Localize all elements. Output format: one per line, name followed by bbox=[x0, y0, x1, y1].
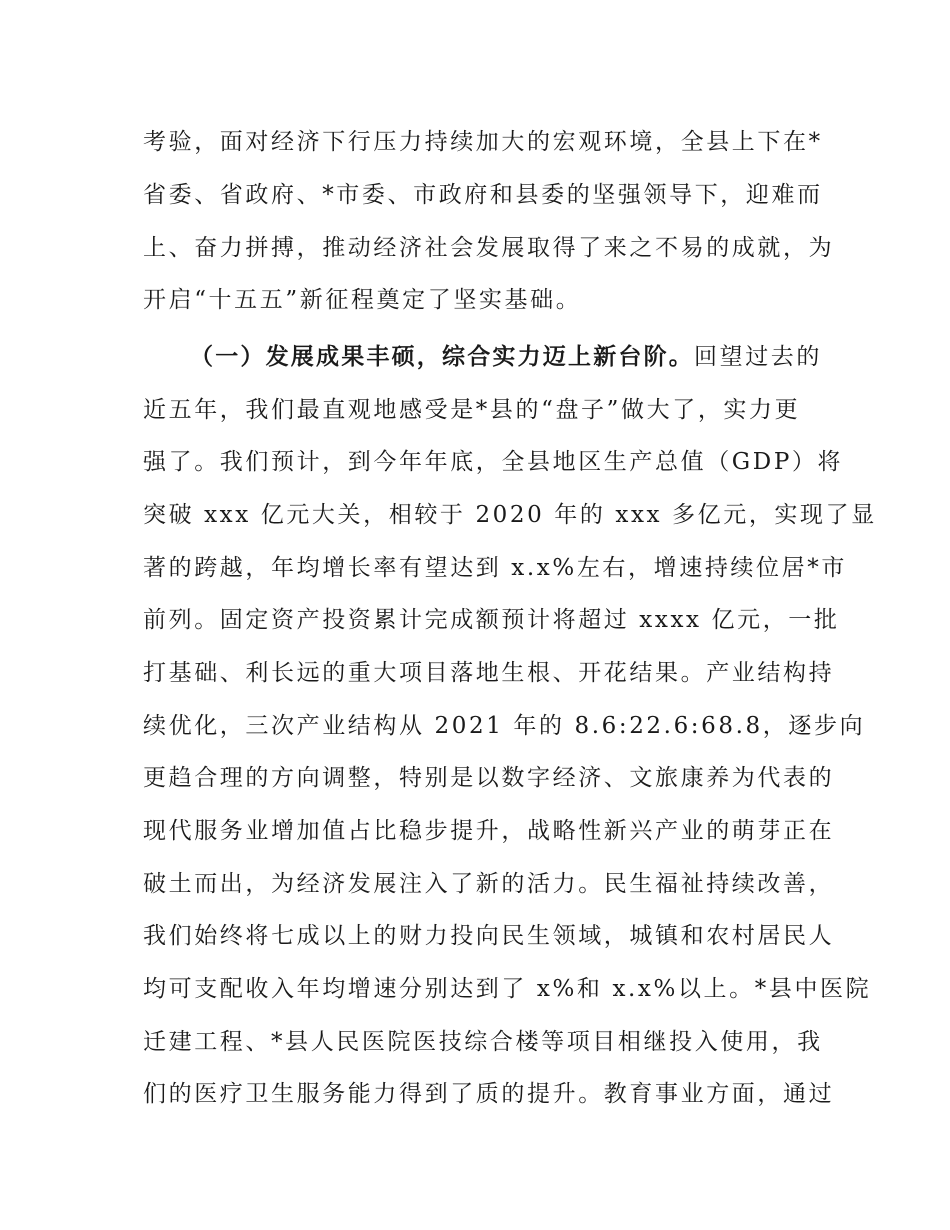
paragraph-1-line-3: 上、奋力拼搏，推动经济社会发展取得了来之不易的成就，为 bbox=[143, 235, 835, 261]
paragraph-2-line-8: 续优化，三次产业结构从 2021 年的 8.6:22.6:68.8，逐步向 bbox=[143, 713, 866, 739]
paragraph-1-line-2: 省委、省政府、*市委、市政府和县委的坚强领导下，迎难而 bbox=[143, 182, 823, 208]
paragraph-2-line-6: 前列。固定资产投资累计完成额预计将超过 xxxx 亿元，一批 bbox=[143, 607, 840, 633]
paragraph-2-line-9: 更趋合理的方向调整，特别是以数字经济、文旅康养为代表的 bbox=[143, 765, 835, 791]
paragraph-2-line-14: 迁建工程、*县人民医院医技综合楼等项目相继投入使用，我 bbox=[143, 1029, 823, 1055]
paragraph-1-line-4: 开启“十五五”新征程奠定了坚实基础。 bbox=[143, 287, 582, 313]
paragraph-2-line-12: 我们始终将七成以上的财力投向民生领域，城镇和农村居民人 bbox=[143, 923, 835, 949]
paragraph-2-line-10: 现代服务业增加值占比稳步提升，战略性新兴产业的萌芽正在 bbox=[143, 818, 835, 844]
paragraph-2-line-13: 均可支配收入年均增速分别达到了 x%和 x.x%以上。*县中医院 bbox=[143, 976, 872, 1002]
paragraph-1-line-1: 考验，面对经济下行压力持续加大的宏观环境，全县上下在* bbox=[143, 129, 823, 155]
paragraph-2-line-3: 强了。我们预计，到今年年底，全县地区生产总值（GDP）将 bbox=[143, 449, 844, 475]
paragraph-2-line-11: 破土而出，为经济发展注入了新的活力。民生福祉持续改善， bbox=[143, 871, 835, 897]
paragraph-2-line-1-rest: 回望过去的 bbox=[694, 344, 822, 370]
paragraph-2-line-4: 突破 xxx 亿元大关，相较于 2020 年的 xxx 多亿元，实现了显 bbox=[143, 502, 877, 528]
paragraph-2-line-5: 著的跨越，年均增长率有望达到 x.x%左右，增速持续位居*市 bbox=[143, 555, 847, 581]
paragraph-2-line-2: 近五年，我们最直观地感受是*县的“盘子”做大了，实力更 bbox=[143, 397, 801, 423]
paragraph-2-line-7: 打基础、利长远的重大项目落地生根、开花结果。产业结构持 bbox=[143, 660, 835, 686]
paragraph-2-line-15: 们的医疗卫生服务能力得到了质的提升。教育事业方面，通过 bbox=[143, 1081, 835, 1107]
section-heading: （一）发展成果丰硕，综合实力迈上新台阶。 bbox=[190, 344, 694, 370]
paragraph-2-line-1 bbox=[190, 342, 822, 372]
